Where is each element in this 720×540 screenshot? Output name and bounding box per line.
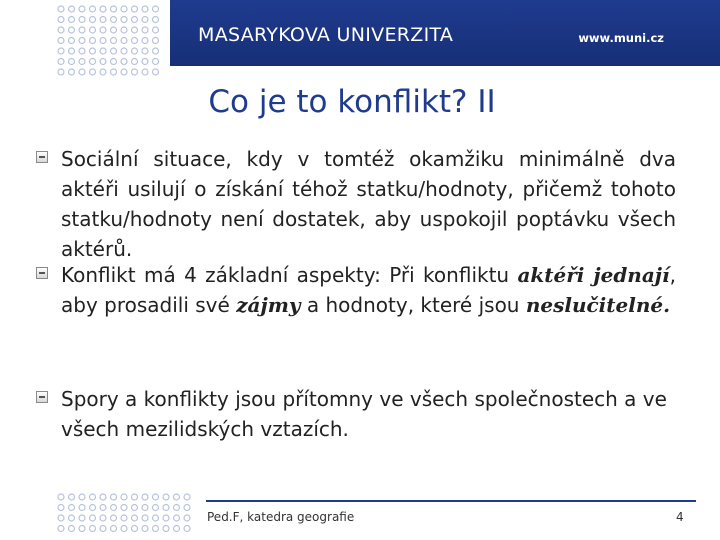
dot (153, 69, 159, 75)
dot (100, 48, 106, 54)
bullet-icon (36, 391, 48, 403)
dot (90, 526, 96, 532)
dot (111, 59, 117, 65)
dot (79, 59, 85, 65)
dot (100, 17, 106, 23)
dot (58, 27, 64, 33)
emphasis-actors: aktéři jednají (517, 263, 670, 287)
dot (69, 515, 75, 521)
dot (132, 6, 138, 12)
dot (58, 59, 64, 65)
bullet-list (36, 144, 676, 444)
dot (142, 515, 148, 521)
dot (69, 526, 75, 532)
dot (90, 27, 96, 33)
bullet-text: Sociální situace, kdy v tomtéž okamžiku minimálně dva aktéři usilují o získání téhož statku/hodnoty, přičemž tohoto statku/hodnoty není dostatek, aby uspokojil poptávku všech aktérů. (61, 147, 676, 261)
dot (132, 59, 138, 65)
page-number: 4 (676, 510, 684, 524)
dot (132, 27, 138, 33)
website-url: www.muni.cz (578, 31, 664, 45)
dot (111, 505, 117, 511)
dot (142, 505, 148, 511)
dot (69, 6, 75, 12)
bullet-icon (36, 267, 48, 279)
dot (111, 494, 117, 500)
dot (58, 48, 64, 54)
dot (174, 505, 180, 511)
dot (132, 69, 138, 75)
bullet-text: Spory a konflikty jsou přítomny ve všech společnostech a ve všech mezilidských vztazích. (61, 387, 667, 441)
dot (90, 38, 96, 44)
bullet-text-part: Konflikt má 4 základní aspekty: Při konfliktu (61, 263, 518, 287)
dot (163, 494, 169, 500)
dot (121, 6, 127, 12)
dot (132, 494, 138, 500)
dot (184, 505, 190, 511)
dot (121, 526, 127, 532)
dot (163, 526, 169, 532)
dot (153, 27, 159, 33)
dot (132, 17, 138, 23)
dot (100, 27, 106, 33)
dot (142, 494, 148, 500)
dot (121, 17, 127, 23)
dot (153, 48, 159, 54)
dot (69, 48, 75, 54)
dot (100, 505, 106, 511)
dot (79, 38, 85, 44)
university-name: MASARYKOVA UNIVERZITA (198, 24, 454, 46)
dot (121, 48, 127, 54)
dot (111, 17, 117, 23)
dot (121, 59, 127, 65)
dot (90, 505, 96, 511)
dot (111, 27, 117, 33)
dot (58, 17, 64, 23)
dot (142, 6, 148, 12)
dot (153, 505, 159, 511)
dot (142, 69, 148, 75)
dot (153, 6, 159, 12)
dot (111, 6, 117, 12)
dot (142, 17, 148, 23)
dot (69, 27, 75, 33)
dot (58, 38, 64, 44)
dot (58, 494, 64, 500)
dot (69, 69, 75, 75)
dot (100, 526, 106, 532)
dot (132, 515, 138, 521)
dot (153, 17, 159, 23)
dot (153, 38, 159, 44)
dot (79, 69, 85, 75)
dot (121, 505, 127, 511)
dot (121, 27, 127, 33)
dot (121, 494, 127, 500)
dot (153, 526, 159, 532)
dot (184, 526, 190, 532)
dot (58, 515, 64, 521)
dot (100, 515, 106, 521)
dot (163, 515, 169, 521)
dot (121, 69, 127, 75)
dot (79, 27, 85, 33)
bullet-item-2 (36, 260, 676, 384)
dot (142, 48, 148, 54)
dot-grid-icon (56, 4, 166, 76)
dot (58, 69, 64, 75)
footer-divider (206, 500, 696, 502)
dot (79, 526, 85, 532)
dot (174, 494, 180, 500)
dot (111, 526, 117, 532)
dot (69, 59, 75, 65)
dot (100, 69, 106, 75)
dot (69, 505, 75, 511)
bullet-text-part: a hodnoty, které jsou (300, 293, 526, 317)
dot (142, 526, 148, 532)
slide-title: Co je to konflikt? II (208, 84, 496, 120)
dot (79, 494, 85, 500)
dot (79, 17, 85, 23)
dot (142, 59, 148, 65)
dot (90, 494, 96, 500)
dot (142, 38, 148, 44)
dot (132, 505, 138, 511)
dot (90, 59, 96, 65)
dot (184, 494, 190, 500)
dot (100, 38, 106, 44)
dot (132, 38, 138, 44)
dot (121, 515, 127, 521)
dot (153, 59, 159, 65)
dot (100, 6, 106, 12)
dot (111, 515, 117, 521)
emphasis-incompatible: neslučitelné. (525, 293, 671, 317)
header-dot-grid (0, 0, 170, 76)
dot (69, 494, 75, 500)
dot (90, 48, 96, 54)
dot (174, 526, 180, 532)
emphasis-interests: zájmy (236, 293, 301, 317)
dot (90, 69, 96, 75)
dot (111, 48, 117, 54)
dot (121, 38, 127, 44)
dot (90, 17, 96, 23)
dot (163, 505, 169, 511)
dot (79, 48, 85, 54)
dot (184, 515, 190, 521)
dot (79, 515, 85, 521)
bullet-icon (36, 151, 48, 163)
footer-dot-grid-icon (56, 492, 196, 540)
bullet-item-3 (36, 384, 676, 444)
dot (132, 526, 138, 532)
dot (58, 526, 64, 532)
dot (58, 6, 64, 12)
dot (69, 17, 75, 23)
dot (58, 505, 64, 511)
dot (174, 515, 180, 521)
dot (111, 69, 117, 75)
dot (142, 27, 148, 33)
dot (100, 494, 106, 500)
dot (111, 38, 117, 44)
dot (69, 38, 75, 44)
dot (153, 494, 159, 500)
bullet-item-1 (36, 144, 676, 260)
dot (90, 6, 96, 12)
dot (79, 505, 85, 511)
dot (153, 515, 159, 521)
dot (90, 515, 96, 521)
bullet-text-part: , aby prosadili své (61, 263, 676, 317)
dot (132, 48, 138, 54)
dot (100, 59, 106, 65)
dot (79, 6, 85, 12)
footer-text: Ped.F, katedra geografie (207, 510, 355, 524)
